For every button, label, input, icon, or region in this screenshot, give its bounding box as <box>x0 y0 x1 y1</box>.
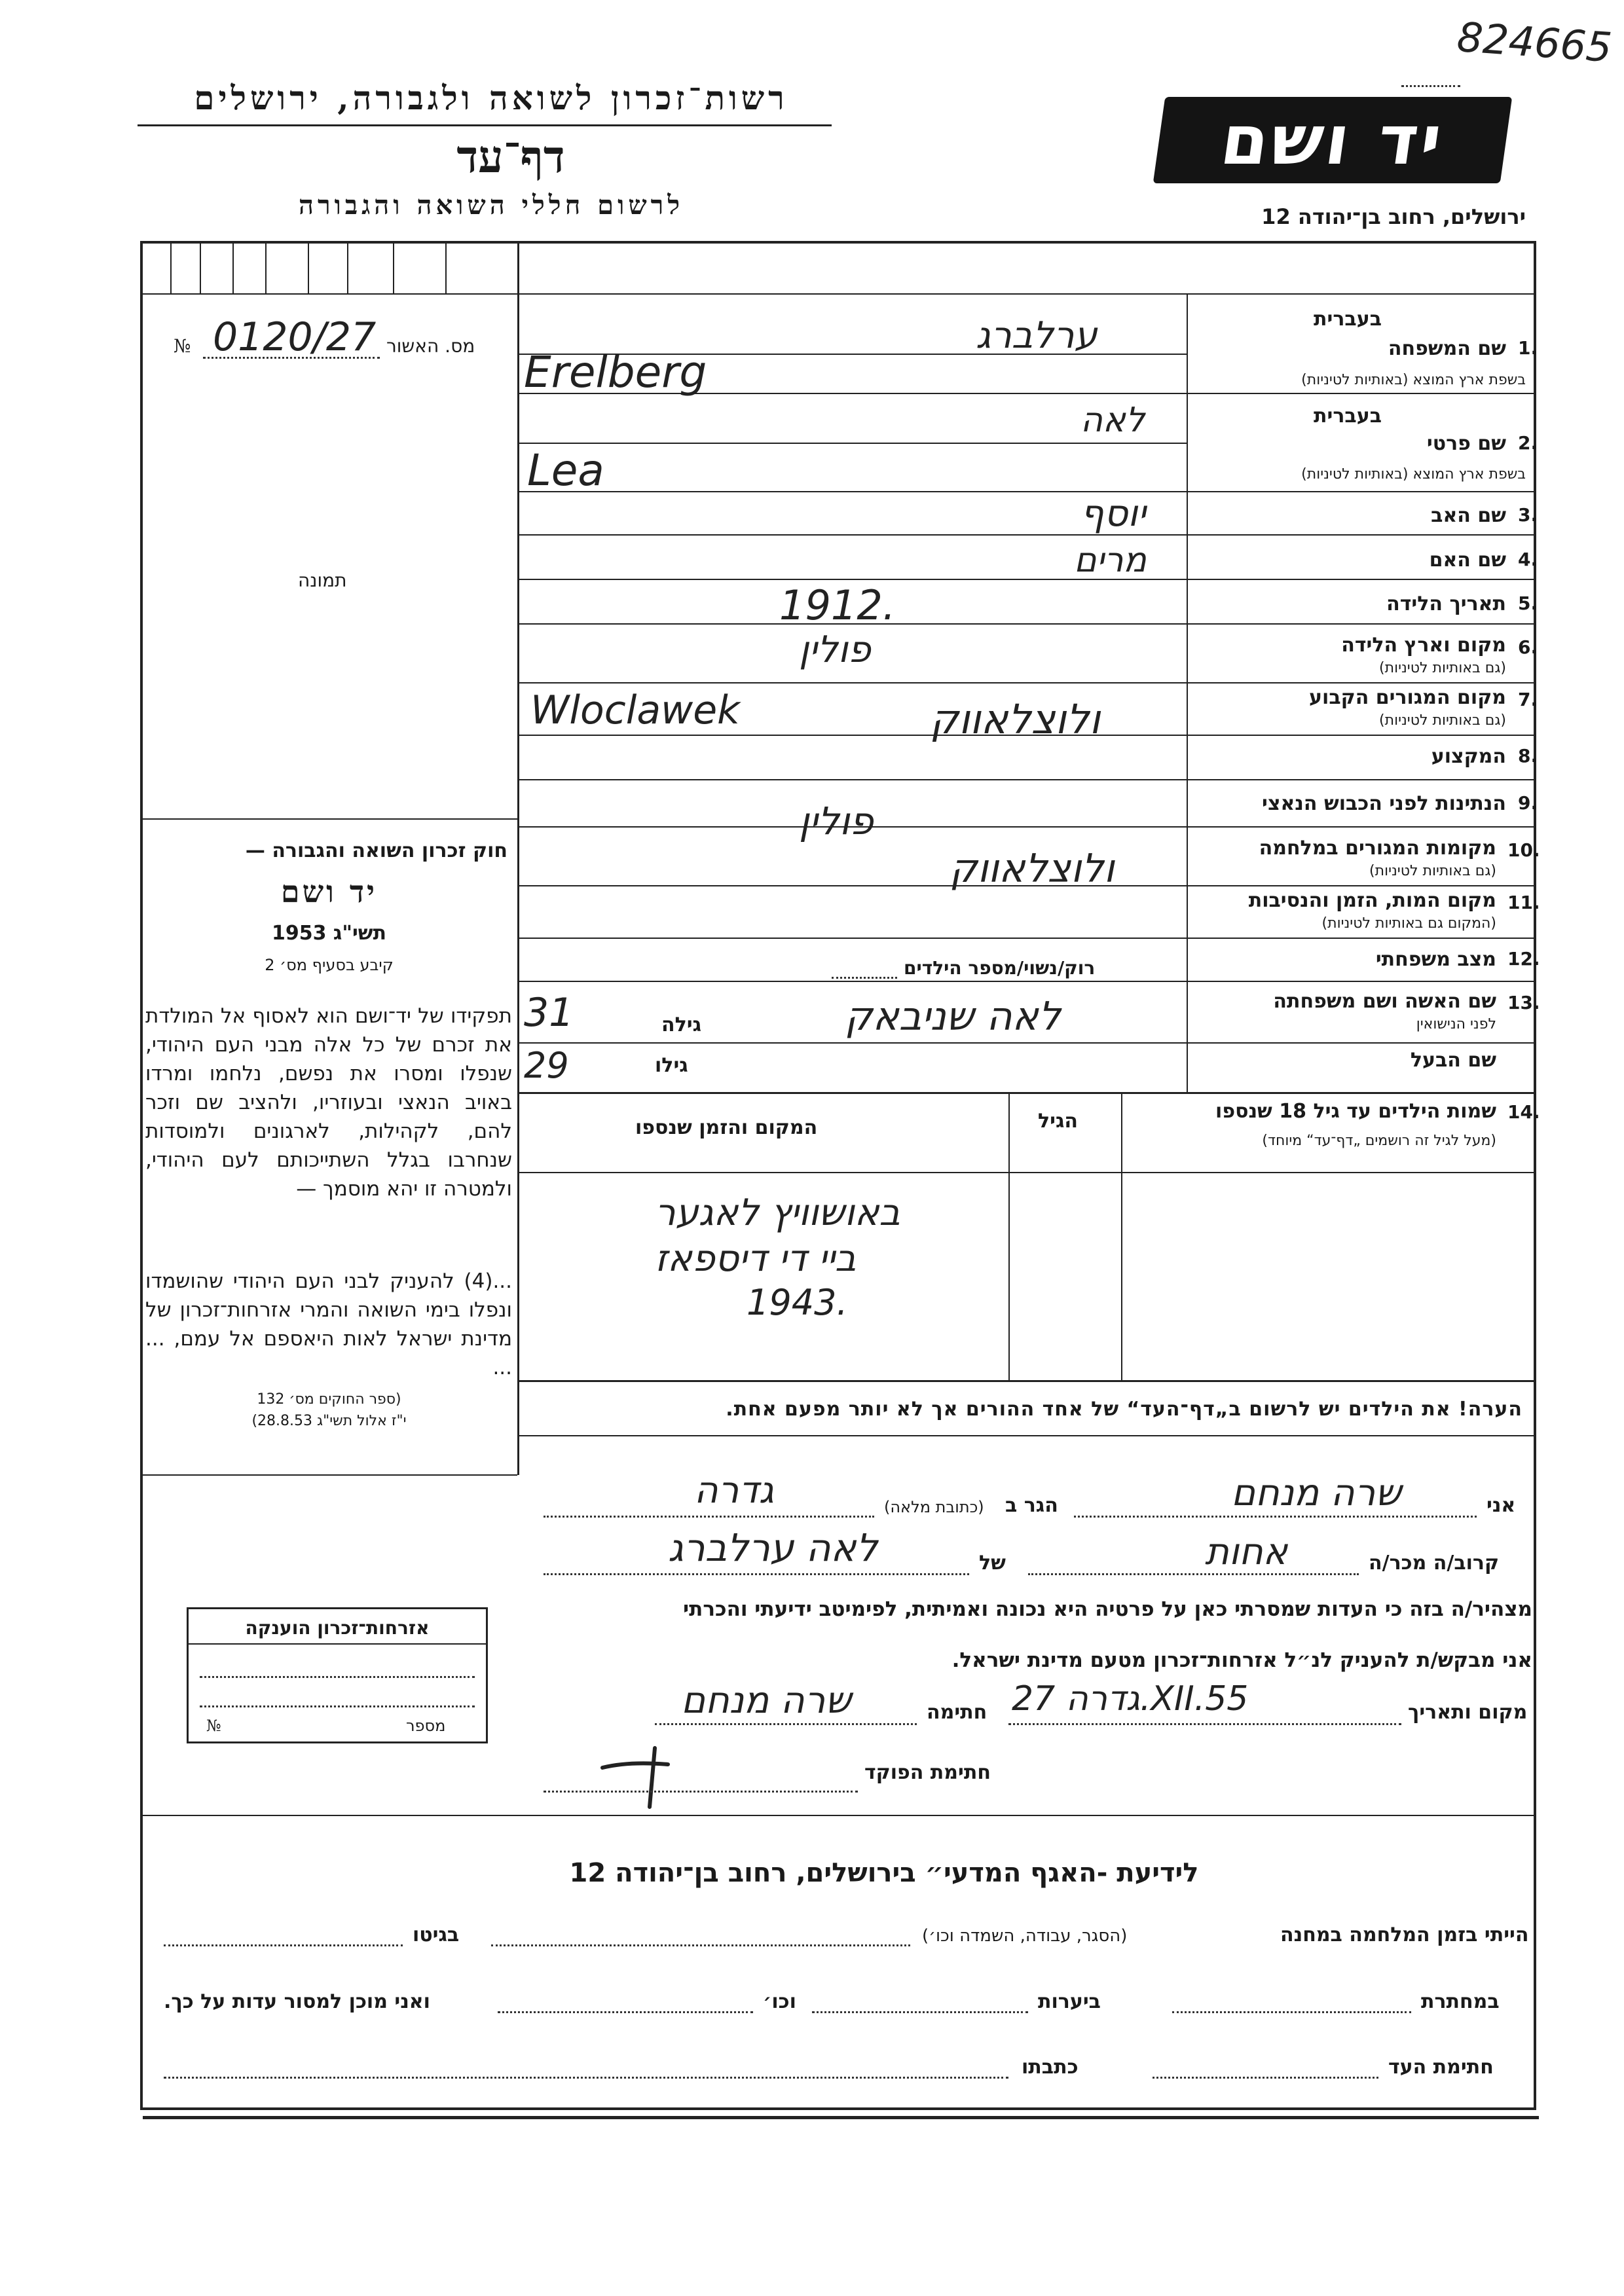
note-text: הערה! את הילדים יש לרשום ב„דף־העד“ של אחד ההורים אך לא יותר מפעם אחת. <box>726 1398 1522 1421</box>
archive-number-dots <box>1401 85 1460 87</box>
mother-name: מרים <box>1074 541 1147 580</box>
field-4-label: שם האם <box>1429 549 1506 572</box>
intel-row1-hint: (הסגר, עבודה, השמדה וכו׳) <box>922 1926 1128 1946</box>
intel-row3-b: כתבתו <box>1022 2056 1079 2079</box>
field-1-label: שם המשפחה <box>1388 337 1506 360</box>
decl-signature-label: חתימה <box>927 1701 987 1724</box>
field-6-divider <box>1187 682 1536 683</box>
row-5-line <box>517 623 1187 625</box>
wife-age: 31 <box>524 990 574 1036</box>
decl-officer-dots <box>544 1791 858 1793</box>
field-12-num: 12. <box>1507 948 1540 970</box>
decl-address-hint: (כתובת מלאה) <box>884 1498 984 1516</box>
children-col-b <box>1121 1092 1122 1380</box>
intel-row3-dots-a <box>1153 2077 1378 2079</box>
spouse-block-bottom <box>517 1092 1536 1094</box>
citizenship-line-2 <box>200 1705 475 1707</box>
authority-line: רשות־זכרון לשואה ולגבורה, ירושלים <box>194 79 788 117</box>
decl-of: של <box>979 1552 1006 1575</box>
logo-text: יד ושם <box>1215 100 1450 180</box>
photo-label: תמונה <box>298 570 347 591</box>
row-7-line <box>517 735 1187 736</box>
decl-of-value: לאה ערלברג <box>668 1525 878 1570</box>
field-13-num: 13. <box>1507 992 1540 1013</box>
field-11-sub: (המקום גם באותיות לטיניות) <box>1321 915 1496 932</box>
intel-row2-dots-b <box>812 2011 1028 2013</box>
decl-resides-value: גדרה <box>694 1469 774 1512</box>
form-subtitle: לרשום חללי השואה והגבורה <box>298 190 684 221</box>
law-source-date: י"ז אלול תשי"ג 28.8.53) <box>251 1413 407 1429</box>
field-5-num: 5. <box>1518 592 1538 614</box>
strip-cell-7 <box>393 241 394 293</box>
field-5-divider <box>1187 623 1536 625</box>
note-bottom <box>517 1435 1536 1436</box>
family-name-latin: Erelberg <box>524 347 707 397</box>
decl-signature-value: שרה מנחם <box>681 1679 851 1722</box>
officer-signature-mark <box>589 1728 694 1827</box>
field-2-sub: בשפת ארץ המוצא (באותיות לטיניות) <box>1301 466 1526 483</box>
form-title: דף־עד <box>456 131 565 183</box>
row-10-line <box>517 885 1187 886</box>
decl-place-date-dots <box>1008 1723 1401 1725</box>
strip-cell-5 <box>308 241 309 293</box>
field-2-divider <box>1187 491 1536 492</box>
field-9-label: הנתינות לפני הכבוש הנאצי <box>1262 792 1506 815</box>
field-4-num: 4. <box>1518 549 1538 570</box>
field-6-sub: (גם באותיות לטיניות) <box>1379 660 1506 676</box>
field-3-label: שם האב <box>1431 504 1506 527</box>
decl-name-value: שרה מנחם <box>1231 1472 1401 1514</box>
decl-relative: קרוב/ה מכר/ה <box>1369 1552 1500 1575</box>
citizenship-title-rule <box>187 1643 488 1645</box>
children-place-line-2: ביי די דיספאז <box>655 1237 857 1280</box>
approval-label: מס. האשור <box>386 335 475 357</box>
wartime-residence: ולוצלאווק <box>950 846 1115 892</box>
law-title: חוק זכרון השואה והגבורה — <box>245 839 507 862</box>
field-7-sub: (גם באותיות לטיניות) <box>1379 712 1506 729</box>
nationality: פולין <box>799 799 874 843</box>
wife-name: לאה שניבאק <box>845 994 1061 1040</box>
strip-cell-8 <box>445 241 447 293</box>
approval-dots <box>203 357 380 359</box>
field-1-divider <box>1187 393 1536 394</box>
field-3-num: 3. <box>1518 504 1538 526</box>
row-3-line <box>517 534 1187 536</box>
children-place-line-3: 1943. <box>747 1282 848 1323</box>
intel-row1-dots-b <box>164 1944 403 1946</box>
field-3-divider <box>1187 534 1536 536</box>
citizenship-no-prefix: № <box>206 1717 221 1735</box>
field-10-sub: (גם באותיות לטיניות) <box>1369 863 1496 879</box>
row-8-line <box>517 779 1187 780</box>
field-1-lang: בעברית <box>1314 308 1382 331</box>
children-col-a <box>1008 1092 1010 1380</box>
address-line: ירושלים, רחוב בן־יהודה 12 <box>1261 204 1526 229</box>
intel-row2-c: וכו׳ <box>763 1990 796 2013</box>
field-8-num: 8. <box>1518 745 1538 767</box>
field-6-label: מקום וארץ הלידה <box>1341 634 1506 657</box>
decl-place-date-label: מקום ותאריך <box>1408 1701 1528 1724</box>
field-7-divider <box>1187 735 1536 736</box>
field-8-label: המקצוע <box>1431 745 1506 768</box>
intel-row1-dots-a <box>491 1944 910 1946</box>
birth-date: 1912. <box>779 581 896 629</box>
father-name: יוסף <box>1080 492 1146 535</box>
intel-row2-dots-c <box>498 2011 753 2013</box>
strip-cell-6 <box>347 241 348 293</box>
left-column-divider <box>517 241 519 1475</box>
intel-title: לידיעת -האגף המדעי״ בירושלים, רחוב בן־יהודה 12 <box>569 1858 1199 1888</box>
declaration-bottom <box>140 1815 1536 1816</box>
children-table-bottom <box>517 1380 1536 1382</box>
field-11-num: 11. <box>1507 892 1540 913</box>
law-source: (ספר החוקים מס׳ 132 <box>257 1391 401 1408</box>
decl-relation-dots <box>1028 1573 1359 1575</box>
field-8-divider <box>1187 779 1536 780</box>
intel-row2-b: ביערות <box>1038 1990 1101 2013</box>
law-clause: קיבע בסעיף מס׳ 2 <box>265 956 394 974</box>
decl-place-date-value: גדרה 27.XII.55 <box>1012 1679 1249 1719</box>
decl-signature-dots <box>655 1723 917 1725</box>
children-age-header: הגיל <box>1038 1110 1078 1133</box>
husband-age-label: גילו <box>655 1054 688 1077</box>
intel-row2-d: ואני מוכן למסור עדות על כך. <box>164 1990 430 2013</box>
citizenship-title: אזרחות־זכרון הוענקה <box>245 1617 430 1639</box>
husband-age: 29 <box>524 1045 569 1086</box>
row-4-line <box>517 579 1187 580</box>
husband-label: שם הבעל <box>1410 1049 1496 1072</box>
field-10-divider <box>1187 885 1536 886</box>
row-1a-line <box>517 354 1187 355</box>
citizenship-number-label: מספר <box>406 1717 446 1735</box>
field-2-lang: בעברית <box>1314 405 1382 428</box>
field-11-divider <box>1187 938 1536 939</box>
birth-place: פולין <box>799 629 871 671</box>
field-7-label: מקום המגורים הקבוע <box>1309 686 1506 709</box>
frame-bottom-shadow <box>143 2116 1539 2119</box>
decl-relation-value: אחות <box>1205 1531 1288 1573</box>
field-4-divider <box>1187 579 1536 580</box>
children-header-line <box>517 1172 1536 1173</box>
approval-no-prefix: № <box>174 335 191 357</box>
children-title: שמות הילדים עד גיל 18 שנספו <box>1215 1100 1496 1123</box>
strip-cell-3 <box>232 241 234 293</box>
field-2-label: שם פרטי <box>1426 432 1506 455</box>
marital-dots <box>832 977 897 979</box>
intel-row2-a: במחתרת <box>1421 1990 1500 2013</box>
field-10-num: 10. <box>1507 839 1540 861</box>
row-6-line <box>517 682 1187 683</box>
law-top-rule <box>140 818 517 820</box>
decl-line-3: מצהיר/ה בזה כי העדות שמסרתי כאן על פרטיה היא נכונה ואמיתית, לפימיטב ידיעתי והכרתי <box>683 1597 1532 1621</box>
residence-latin: Wloclawek <box>530 687 740 733</box>
field-11-label: מקום המות, הזמן והנסיבות <box>1248 889 1496 912</box>
row-11-line <box>517 938 1187 939</box>
intel-row3-dots-b <box>164 2077 1008 2079</box>
decl-ani: אני <box>1486 1494 1516 1517</box>
children-place-header: המקום והזמן שנספו <box>635 1116 818 1139</box>
field-2-num: 2. <box>1518 432 1538 454</box>
field-13-sub: לפני הנישואין <box>1416 1016 1496 1032</box>
archive-number: 824665 <box>1455 12 1614 72</box>
family-name-hebrew: ערלברג <box>976 314 1098 357</box>
law-year: תשי"ג 1953 <box>271 922 387 945</box>
strip-cell-1 <box>170 241 172 293</box>
approval-number: 0120/27 <box>213 314 377 360</box>
children-place-line-1: באושוויץ לאגער <box>655 1192 900 1234</box>
top-strip-line <box>140 293 1536 295</box>
citizenship-line-1 <box>200 1676 475 1678</box>
decl-resides-dots <box>544 1516 874 1518</box>
intel-row1-a: הייתי בזמן המלחמה במחנה <box>1280 1923 1529 1946</box>
field-6-num: 6. <box>1518 636 1538 658</box>
children-num: 14. <box>1507 1101 1540 1123</box>
field-10-label: מקומות המגורים במלחמה <box>1259 837 1496 860</box>
intel-row2-dots-a <box>1172 2011 1411 2013</box>
intel-row3-a: חתימת העד <box>1388 2056 1494 2079</box>
law-bottom-rule <box>140 1474 517 1476</box>
decl-name-dots <box>1074 1516 1477 1518</box>
law-paragraph-1: תפקידו של יד־ושם הוא לאסוף אל המולדת את זכרם של כל אלה מבני העם היהודי, שנפלו ומסרו את נפשם, נלחמו ומרדו באויב הנאצי ובעוזריו, ולהציב שם וזכר להם, לקהילות, לארגונים ולמוסדות שנחרבו בגלל השתייכותם לעם היהודי, ולמטרה זו יהא מוסמך — <box>145 1004 512 1201</box>
row-12-line <box>517 981 1187 982</box>
residence-hebrew: ולוצלאווק <box>930 695 1101 743</box>
row-1b-line <box>517 393 1187 394</box>
field-7-num: 7. <box>1518 689 1538 710</box>
field-12-divider <box>1187 981 1536 982</box>
decl-officer-label: חתימת הפוקד <box>864 1761 991 1784</box>
strip-cell-2 <box>200 241 201 293</box>
law-name: יד ושם <box>280 874 378 909</box>
children-sub: (מעל לגיל זה רושמים „דף־עד“ מיוחד) <box>1262 1133 1496 1149</box>
field-5-label: תאריך הלידה <box>1386 592 1506 615</box>
decl-resides: הגר ב <box>1005 1494 1058 1517</box>
row-9-line <box>517 826 1187 828</box>
field-12-label: מצב משפחתי <box>1375 948 1496 971</box>
law-paragraph-2: ...(4) להעניק לבני העם היהודי שהושמדו ונפלו בימי השואה והמרי אזרחות־זכרון של מדינת ישראל לאות היאספם אל עמם, ... ... <box>145 1269 512 1379</box>
decl-of-dots <box>544 1573 969 1575</box>
wife-age-label: גילה <box>661 1013 701 1036</box>
row-2a-line <box>517 443 1187 444</box>
label-column-divider <box>1187 293 1188 1092</box>
field-9-divider <box>1187 826 1536 828</box>
row-13-line <box>517 1042 1187 1044</box>
strip-cell-4 <box>265 241 267 293</box>
intel-row1-b: בגיטו <box>413 1923 460 1946</box>
field-13-label: שם האשה ושם משפחתה <box>1273 990 1496 1013</box>
field-1-num: 1. <box>1518 337 1538 359</box>
logo <box>1153 97 1513 183</box>
field-1-sub: בשפת ארץ המוצא (באותיות לטיניות) <box>1301 372 1526 388</box>
marital-extra: רוק/נשוי/מספר הילדים <box>904 957 1096 979</box>
field-9-num: 9. <box>1518 792 1538 814</box>
first-name-latin: Lea <box>527 445 604 496</box>
field-13-divider <box>1187 1042 1536 1044</box>
authority-underline <box>138 124 832 126</box>
decl-line-4: אני מבקש/ת להעניק לנ״ל אזרחות־זכרון מטעם מדינת ישראל. <box>951 1649 1532 1672</box>
first-name-hebrew: לאה <box>1080 401 1145 440</box>
